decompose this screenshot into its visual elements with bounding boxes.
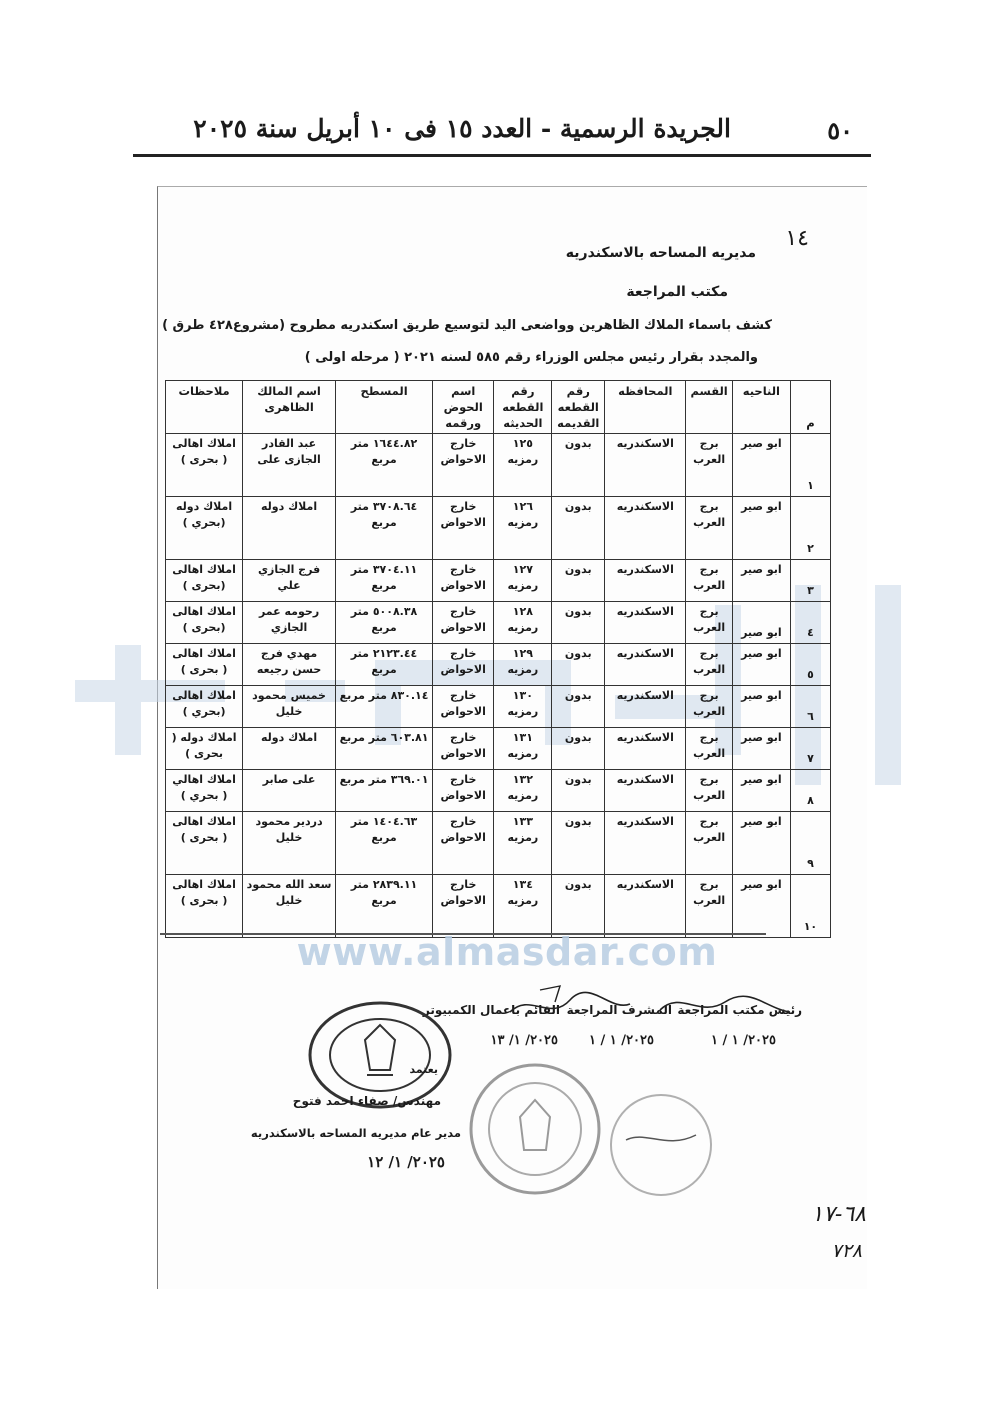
signature-computer-operator: القائم باعمال الكمبيوتر: [422, 1003, 560, 1017]
col-header-section: القسم: [686, 381, 732, 434]
cell-governorate: الاسكندريه: [605, 434, 686, 497]
cell-notes: املاك اهالى (بحري ): [166, 686, 243, 728]
table-row: [166, 434, 831, 497]
cell-owner: دردير محمود خليل: [243, 812, 336, 875]
cell-owner: املاك دوله: [243, 497, 336, 560]
cell-district: ابو صير: [732, 434, 790, 497]
owners-table: [165, 380, 831, 938]
cell-governorate: الاسكندريه: [605, 560, 686, 602]
cell-area: ٦٠٣.٨١ متر مربع: [336, 728, 433, 770]
table-row: [166, 770, 831, 812]
cell-area: ٣٦٩.٠١ متر مربع: [336, 770, 433, 812]
faded-round-stamp-2: [606, 1080, 716, 1210]
cell-governorate: الاسكندريه: [605, 770, 686, 812]
cell-area: ٢١٢٣.٤٤ متر مربع: [336, 644, 433, 686]
handwritten-ref-number: ٦٨-١٧: [811, 1202, 866, 1227]
cell-old-plot: بدون: [552, 875, 605, 938]
cell-serial: ٣: [790, 560, 830, 602]
office-title: مكتب المراجعة: [626, 284, 728, 300]
cell-new-plot: ١٣٣ رمزيه: [494, 812, 552, 875]
cell-notes: املاك اهالى ( بحرى ): [166, 434, 243, 497]
cell-section: برج العرب: [686, 434, 732, 497]
cell-new-plot: ١٢٨ رمزيه: [494, 602, 552, 644]
table-row: [166, 644, 831, 686]
cell-area: ٨٣٠.١٤ متر مربع: [336, 686, 433, 728]
cell-area: ١٦٤٤.٨٢ متر مربع: [336, 434, 433, 497]
cell-new-plot: ١٣٤ رمزيه: [494, 875, 552, 938]
cell-district: ابو صير: [732, 560, 790, 602]
signature-head-of-review: رئيس مكتب المراجعة: [677, 1003, 802, 1017]
cell-old-plot: بدون: [552, 602, 605, 644]
cell-notes: املاك اهالي ( بحري ): [166, 770, 243, 812]
cell-notes: املاك اهالى (بحرى ): [166, 602, 243, 644]
cell-serial: ٤: [790, 602, 830, 644]
cell-serial: ٥: [790, 644, 830, 686]
cell-owner: فرج الجازي علي: [243, 560, 336, 602]
cell-serial: ١٠: [790, 875, 830, 938]
cell-serial: ٨: [790, 770, 830, 812]
manager-name: مهندس/ صفاء احمد فتوح: [292, 1094, 441, 1108]
cell-basin: خارج الاحواض: [433, 770, 494, 812]
table-header-row: [166, 381, 831, 434]
signature-date-2: ٢٠٢٥/ ١ / ١: [589, 1033, 654, 1048]
cell-district: ابو صير: [732, 602, 790, 644]
gazette-title: الجريدة الرسمية - العدد ١٥ فى ١٠ أبريل سنة ٢٠٢٥: [193, 114, 731, 143]
cell-owner: املاك دوله: [243, 728, 336, 770]
cell-district: ابو صير: [732, 875, 790, 938]
table-row: [166, 875, 831, 938]
cell-basin: خارج الاحواض: [433, 560, 494, 602]
cell-section: برج العرب: [686, 875, 732, 938]
cell-governorate: الاسكندريه: [605, 812, 686, 875]
cell-old-plot: بدون: [552, 434, 605, 497]
cell-district: ابو صير: [732, 497, 790, 560]
cell-basin: خارج الاحواض: [433, 875, 494, 938]
cell-basin: خارج الاحواض: [433, 812, 494, 875]
cell-old-plot: بدون: [552, 686, 605, 728]
cell-old-plot: بدون: [552, 560, 605, 602]
cell-notes: املاك دوله ( بحرى ): [166, 728, 243, 770]
cell-governorate: الاسكندريه: [605, 602, 686, 644]
watermark-url: www.almasdar.com: [296, 930, 718, 974]
cell-new-plot: ١٣١ رمزيه: [494, 728, 552, 770]
handwritten-corner-mark: ١٤: [785, 226, 809, 251]
signature-date-1: ٢٠٢٥/ ١ / ١: [711, 1033, 776, 1048]
cell-district: ابو صير: [732, 812, 790, 875]
col-header-governorate: المحافظه: [605, 381, 686, 434]
cell-owner: مهدي فرج حسن رجيعه: [243, 644, 336, 686]
col-header-area: المسطح: [336, 381, 433, 434]
manager-date: ٢٠٢٥/ ١/ ١٢: [367, 1153, 445, 1171]
cell-basin: خارج الاحواض: [433, 434, 494, 497]
cell-section: برج العرب: [686, 602, 732, 644]
cell-serial: ٩: [790, 812, 830, 875]
cell-serial: ٢: [790, 497, 830, 560]
cell-section: برج العرب: [686, 728, 732, 770]
cell-serial: ١: [790, 434, 830, 497]
cell-section: برج العرب: [686, 644, 732, 686]
cell-governorate: الاسكندريه: [605, 644, 686, 686]
cell-new-plot: ١٢٧ رمزيه: [494, 560, 552, 602]
cell-owner: سعد الله محمود خليل: [243, 875, 336, 938]
approve-label: يعتمد: [409, 1063, 438, 1076]
cell-governorate: الاسكندريه: [605, 686, 686, 728]
cell-section: برج العرب: [686, 812, 732, 875]
cell-section: برج العرب: [686, 497, 732, 560]
cell-area: ١٤٠٤.٦٣ متر مربع: [336, 812, 433, 875]
cell-basin: خارج الاحواض: [433, 497, 494, 560]
cell-old-plot: بدون: [552, 728, 605, 770]
table-row: [166, 686, 831, 728]
cell-owner: خميس محمود خليل: [243, 686, 336, 728]
cell-district: ابو صير: [732, 728, 790, 770]
cell-new-plot: ١٣٢ رمزيه: [494, 770, 552, 812]
cell-notes: املاك اهالى ( بحرى ): [166, 875, 243, 938]
cell-basin: خارج الاحواض: [433, 602, 494, 644]
col-header-district: الناحيه: [732, 381, 790, 434]
description-line-2: والمجدد بقرار رئيس مجلس الوزراء رقم ٥٨٥ لسنه ٢٠٢١ ( مرحله اولى ): [304, 350, 758, 365]
col-header-new-plot: رقم القطعه الحديثه: [494, 381, 552, 434]
col-header-old-plot: رقم القطعه القديمه: [552, 381, 605, 434]
table-row: [166, 560, 831, 602]
cell-section: برج العرب: [686, 560, 732, 602]
cell-section: برج العرب: [686, 770, 732, 812]
page-number: ٥٠: [827, 116, 853, 145]
cell-serial: ٧: [790, 728, 830, 770]
cell-old-plot: بدون: [552, 770, 605, 812]
faded-round-stamp: [460, 1062, 610, 1197]
cell-notes: املاك اهالى ( بحرى ): [166, 812, 243, 875]
cell-area: ٥٠٠٨.٣٨ متر مربع: [336, 602, 433, 644]
cell-notes: املاك اهالى ( بحرى ): [166, 644, 243, 686]
cell-owner: رحومه عمر الجازي: [243, 602, 336, 644]
cell-district: ابو صير: [732, 770, 790, 812]
cell-new-plot: ١٣٠ رمزيه: [494, 686, 552, 728]
cell-district: ابو صير: [732, 686, 790, 728]
cell-basin: خارج الاحواض: [433, 686, 494, 728]
cell-area: ٣٧٠٨.٦٤ متر مربع: [336, 497, 433, 560]
cell-old-plot: بدون: [552, 812, 605, 875]
department-title: مديريه المساحه بالاسكندريه: [565, 245, 756, 261]
table-row: [166, 812, 831, 875]
cell-old-plot: بدون: [552, 497, 605, 560]
page-header: [133, 108, 871, 152]
cell-owner: عبد القادر الجازى على: [243, 434, 336, 497]
cell-new-plot: ١٢٩ رمزيه: [494, 644, 552, 686]
signature-date-3: ٢٠٢٥/ ١/ ١٣: [490, 1033, 558, 1048]
col-header-notes: ملاحظات: [166, 381, 243, 434]
cell-serial: ٦: [790, 686, 830, 728]
handwritten-ref-sub: ٧٢٨: [831, 1240, 862, 1262]
table-row: [166, 602, 831, 644]
cell-governorate: الاسكندريه: [605, 728, 686, 770]
signature-scribbles: [500, 982, 800, 1022]
cell-basin: خارج الاحواض: [433, 728, 494, 770]
cell-owner: على صابر: [243, 770, 336, 812]
cell-new-plot: ١٢٦ رمزيه: [494, 497, 552, 560]
col-header-serial: م: [790, 381, 830, 434]
cell-notes: املاك اهالى (بحرى ): [166, 560, 243, 602]
col-header-owner: اسم المالك الظاهرى: [243, 381, 336, 434]
cell-old-plot: بدون: [552, 644, 605, 686]
cell-district: ابو صير: [732, 644, 790, 686]
cell-area: ٣٧٠٤.١١ متر مربع: [336, 560, 433, 602]
owners-table-wrapper: [165, 380, 831, 938]
cell-new-plot: ١٢٥ رمزيه: [494, 434, 552, 497]
table-row: [166, 728, 831, 770]
table-row: [166, 497, 831, 560]
col-header-basin: اسم الحوض ورقمه: [433, 381, 494, 434]
cell-section: برج العرب: [686, 686, 732, 728]
header-divider: [133, 154, 871, 157]
cell-governorate: الاسكندريه: [605, 875, 686, 938]
cell-notes: املاك دوله (بحري ): [166, 497, 243, 560]
description-line-1: كشف باسماء الملاك الظاهرين وواضعى اليد لتوسيع طريق اسكندريه مطروح (مشروع٤٢٨ طرق ): [162, 318, 772, 333]
manager-title: مدير عام مديريه المساحه بالاسكندريه: [250, 1126, 461, 1140]
signature-review-supervisor: المشرف المراجعة: [566, 1003, 672, 1017]
cell-governorate: الاسكندريه: [605, 497, 686, 560]
cell-basin: خارج الاحواض: [433, 644, 494, 686]
cell-area: ٢٨٣٩.١١ متر مربع: [336, 875, 433, 938]
